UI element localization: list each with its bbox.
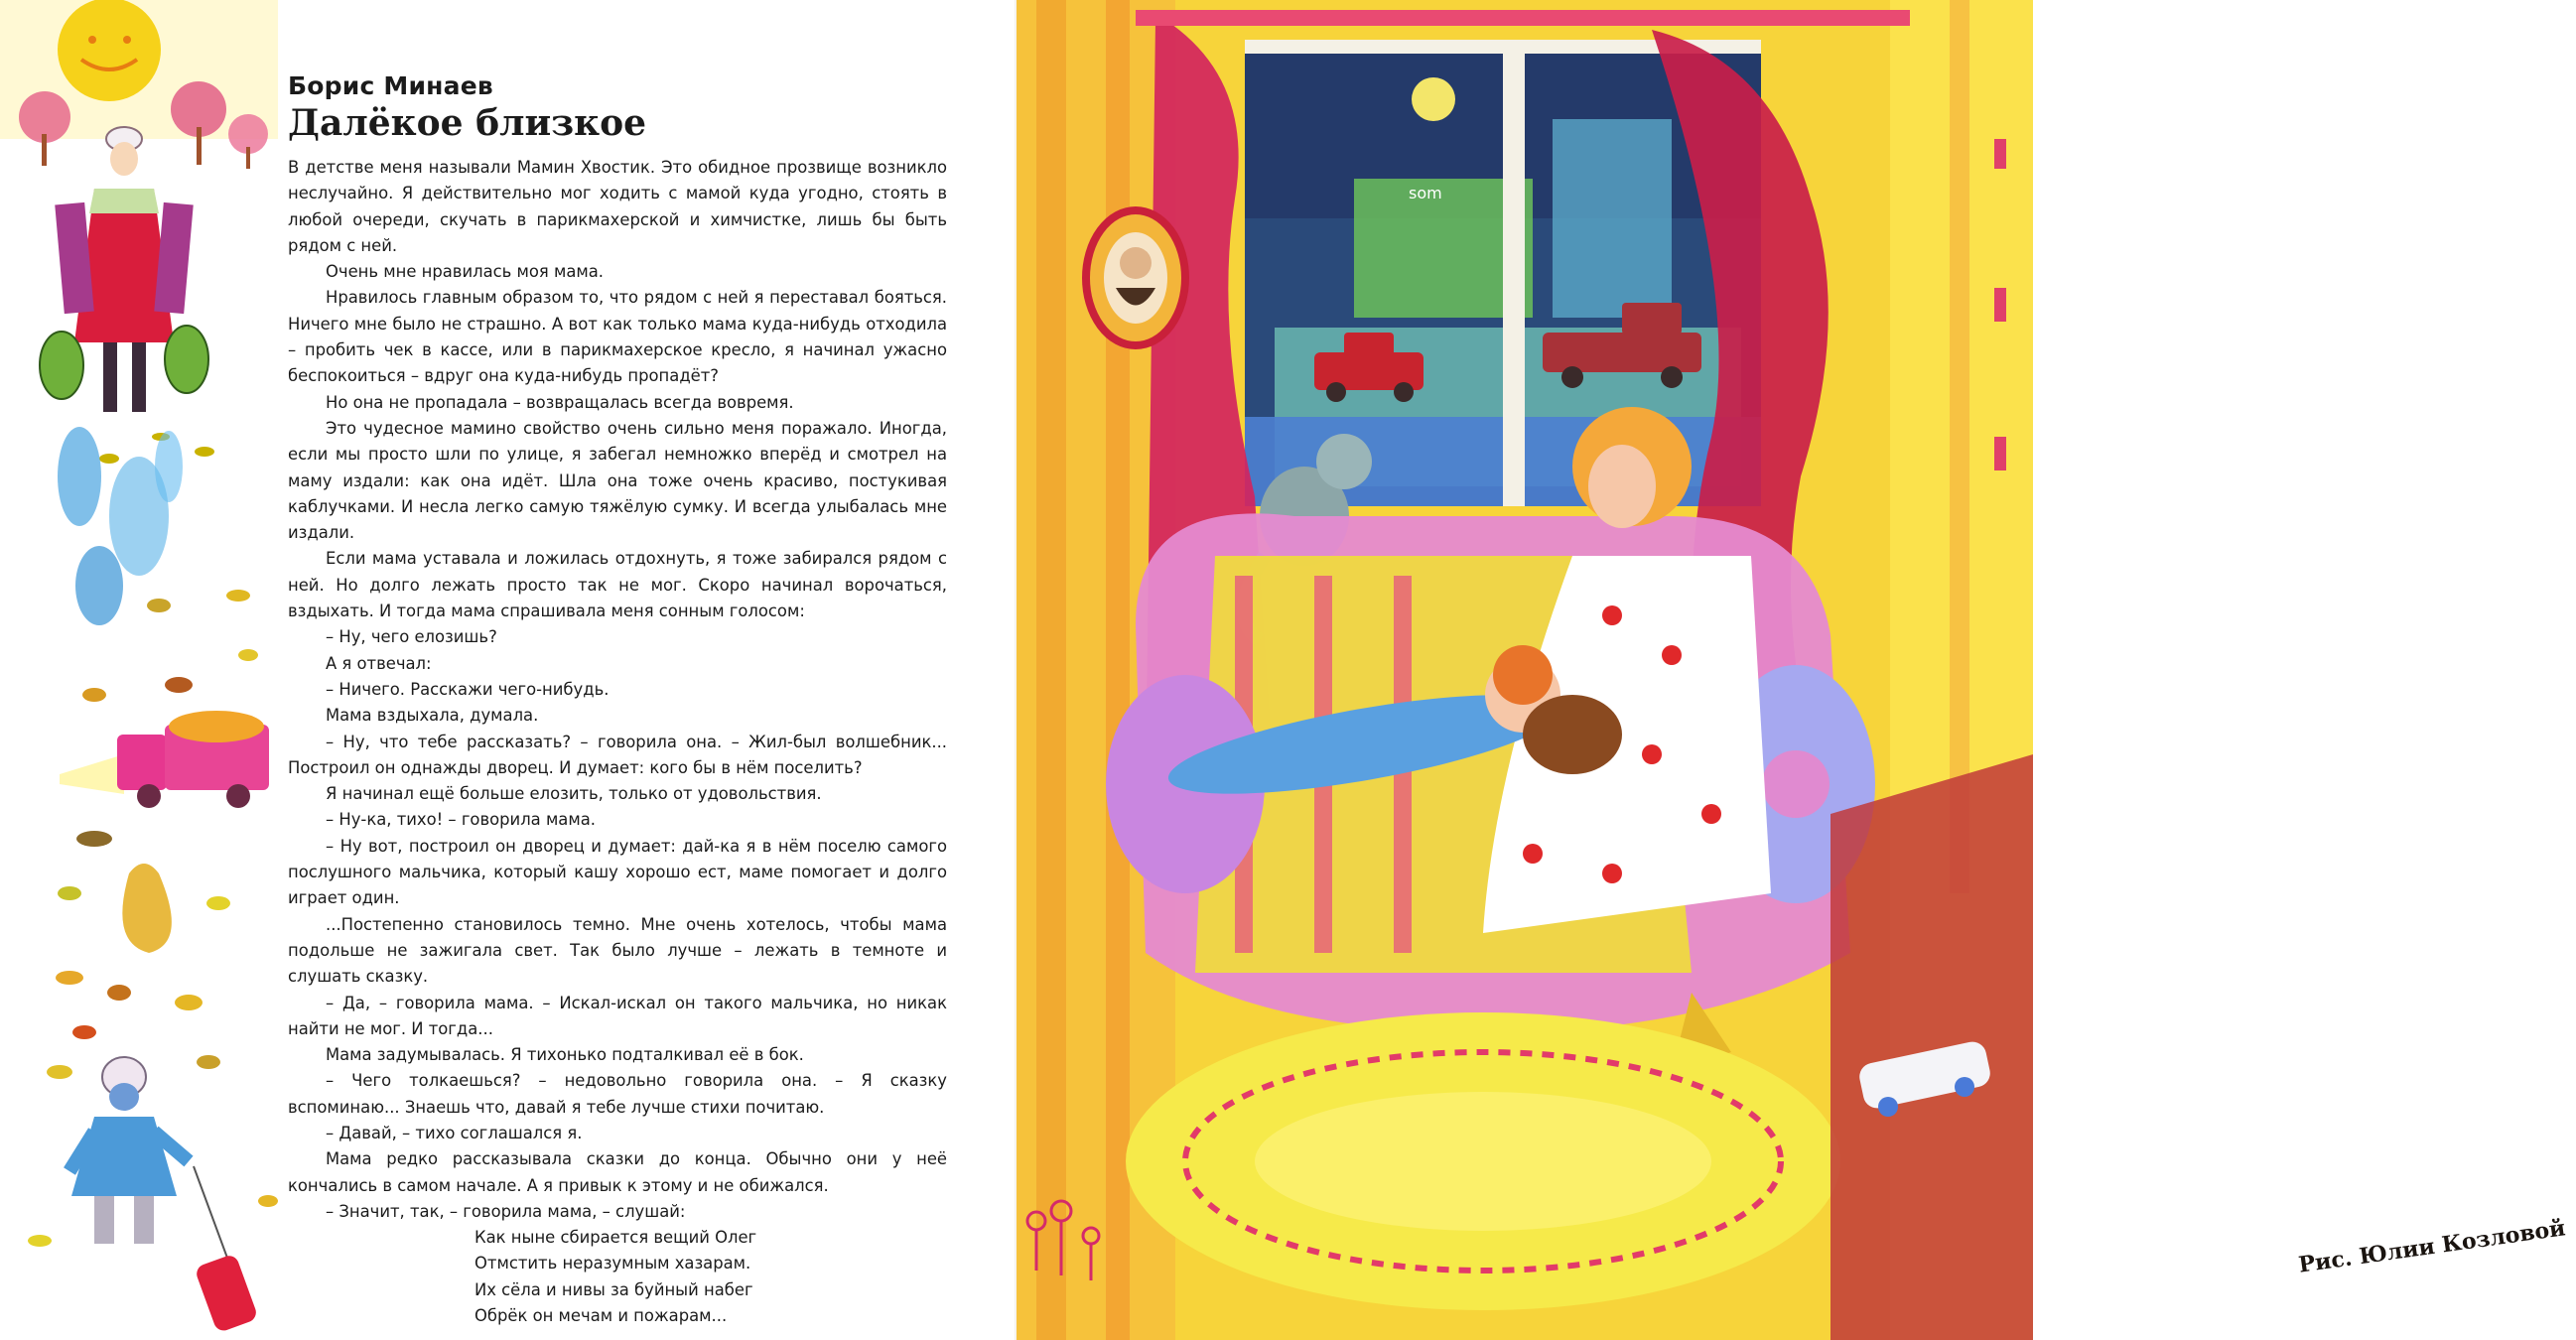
watercolor-painting	[1017, 0, 2033, 1340]
poem-line: Отмстить неразумным хазарам.	[475, 1254, 751, 1273]
paragraph: – Значит, так, – говорила мама, – слушай:	[326, 1201, 686, 1221]
illustration-credit: Рис. Юлии Козловой	[2297, 1215, 2567, 1278]
paragraph: – Давай, – тихо соглашался я.	[326, 1123, 583, 1142]
paragraph: – Чего толкаешься? – недовольно говорила она. – Я сказку вспоминаю... Знаешь что, давай я тебе лучше стихи почитаю.	[288, 1071, 947, 1117]
paragraph: Нравилось главным образом то, что рядом с ней я переставал бояться. Ничего мне было не страшно. А вот как только мама куда-нибудь отходила – пробить чек в кассе, или в парикмахерское кресло, я начинал ужасно беспокоиться – вдруг она куда-нибудь пропадёт?	[288, 288, 947, 386]
truck-icon	[60, 711, 269, 808]
teddy-bear-icon	[1523, 695, 1622, 774]
poem-line: Обрёк он мечам и пожарам...	[475, 1306, 728, 1326]
portrait-frame	[1086, 210, 1185, 345]
paragraph: Мама редко рассказывала сказки до конца. Обычно они у неё кончались в самом начале. А я привык к этому и не обижался.	[288, 1149, 947, 1195]
poem-line: Их сёла и нивы за буйный набег	[475, 1279, 753, 1299]
article	[288, 71, 947, 1329]
curtain-rod	[1136, 10, 1910, 26]
paragraph: А я отвечал:	[326, 653, 432, 673]
paragraph: Если мама уставала и ложилась отдохнуть, я тоже забирался рядом с ней. Но долго лежать просто так не мог. Скоро начинал ворочаться, вздыхать. И тогда мама спрашивала меня сонным голосом:	[288, 549, 947, 621]
sun-icon	[58, 0, 161, 101]
paragraph: – Ничего. Расскажи чего-нибудь.	[326, 679, 610, 699]
window-sign: som	[1409, 184, 1442, 202]
paragraph: – Ну, что тебе рассказать? – говорила она. – Жил-был волшебник... Построил он однажды дворец. И думает: кого бы в нём поселить?	[288, 732, 947, 777]
paragraph: Я начинал ещё больше елозить, только от удовольствия.	[326, 784, 822, 804]
poem	[475, 1225, 947, 1329]
woman-figure	[40, 127, 214, 464]
story-body	[288, 155, 947, 1329]
left-watercolor-art	[0, 0, 286, 1340]
paragraph: – Ну вот, построил он дворец и думает: дай-ка я в нём поселю самого послушного мальчика, который кашу хорошо ест, маме помогает и долго играет один.	[288, 836, 947, 908]
paragraph: Очень мне нравилась моя мама.	[326, 262, 605, 282]
paragraph: ...Постепенно становилось темно. Мне очень хотелось, чтобы мама подольше не зажигала свет. Так было лучше – лежать в темноте и слушать сказку.	[288, 914, 947, 987]
paragraph: В детстве меня называли Мамин Хвостик. Это обидное прозвище возникло неслучайно. Я действительно мог ходить с мамой куда угодно, стоять в любой очереди, скучать в парикмахерской и химчистке, лишь бы быть рядом с ней.	[288, 158, 947, 255]
child-figure	[69, 1057, 259, 1333]
window-frame	[1503, 40, 1525, 506]
poem-line: Как ныне сбирается вещий Олег	[475, 1228, 757, 1248]
article-title: Далёкое близкое	[288, 102, 647, 144]
paragraph: Но она не пропадала – возвращалась всегда вовремя.	[326, 392, 794, 412]
paragraph: – Ну, чего елозишь?	[326, 627, 497, 647]
left-illustration-strip	[0, 0, 286, 1340]
moon-icon	[1412, 77, 1455, 121]
paragraph: – Да, – говорила мама. – Искал-искал он такого мальчика, но никак найти не мог. И тогда...	[288, 993, 947, 1038]
paragraph: – Ну-ка, тихо! – говорила мама.	[326, 810, 596, 830]
full-page-illustration	[1017, 0, 2567, 1340]
paragraph: Мама вздыхала, думала.	[326, 706, 539, 726]
paragraph: Мама задумывалась. Я тихонько подталкивал её в бок.	[326, 1045, 804, 1065]
author-name: Борис Минаев	[288, 71, 493, 100]
paragraph: Это чудесное мамино свойство очень сильно меня поражало. Иногда, если мы просто шли по улице, я забегал немножко вперёд и смотрел на маму издали: как она идёт. Шла она тоже очень красиво, постукивая каблучками. И несла легко самую тяжёлую сумку. И всегда улыбалась мне издали.	[288, 418, 947, 543]
